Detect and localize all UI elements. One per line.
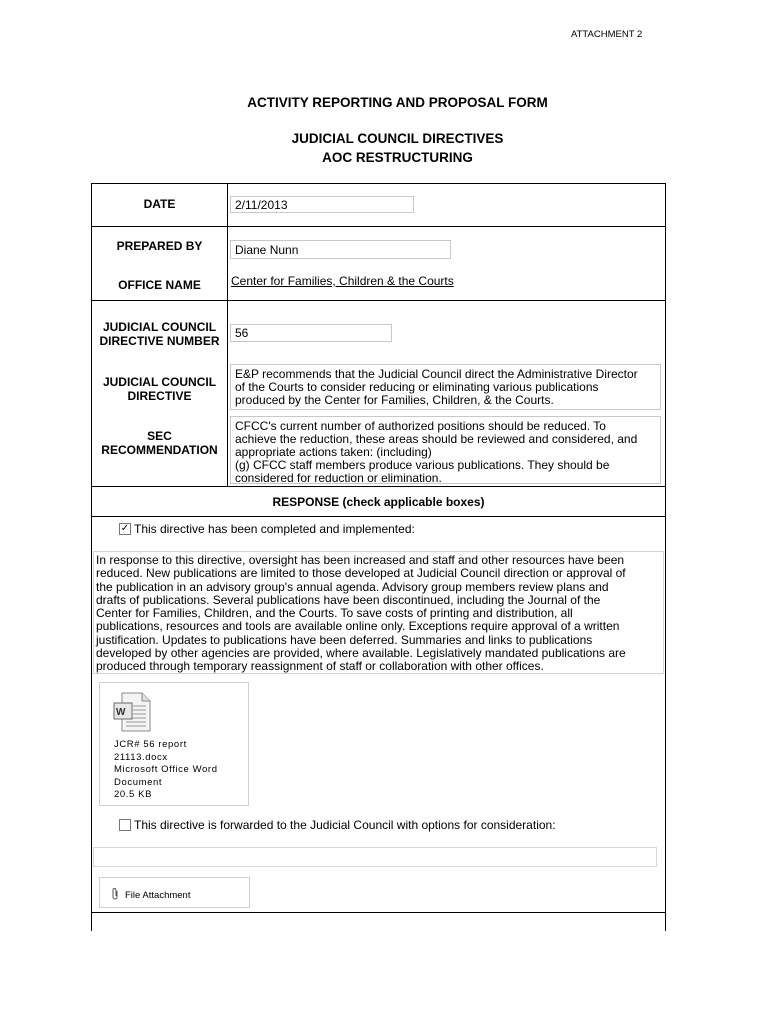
row-divider [91,516,666,517]
attachment-type-line: Microsoft Office Word [114,764,218,775]
word-document-icon [108,691,154,735]
attachment-size: 20.5 KB [114,789,153,800]
directive-label [92,375,227,403]
response-text-line: drafts of publications. Several publications have been discontinued, including the Journal of the [96,592,601,607]
row-divider [91,300,666,301]
office-name-field[interactable]: Center for Families, Children & the Courts [231,274,454,288]
forwarded-checkbox[interactable] [119,819,131,831]
row-divider [91,486,666,487]
directive-number-label [92,320,227,348]
forwarded-option-label: This directive is forwarded to the Judicial Council with options for consideration: [134,818,556,832]
response-text-line: developed by other agencies are provided, where available. Legislatively mandated publications are [96,646,626,661]
response-text-line: publications, resources and tools are available online only. Exceptions require approval of a written [96,619,620,634]
paperclip-icon [111,887,120,900]
prepared-by-label: PREPARED BY [116,239,203,253]
directive-number-field[interactable]: 56 [230,324,392,342]
directive-label-line1: JUDICIAL COUNCIL [102,375,217,389]
sec-text-line: appropriate actions taken: (including) [235,445,432,459]
directive-field[interactable] [230,364,661,410]
response-text-field[interactable] [93,551,664,674]
date-field[interactable]: 2/11/2013 [230,196,414,213]
attachment-details [114,739,218,802]
word-attachment[interactable] [99,682,249,806]
sec-recommendation-label [92,429,227,457]
response-text-line: produced through temporary reassignment of staff or collaboration with other offices. [96,659,544,674]
directive-number-label-line1: JUDICIAL COUNCIL [102,320,217,334]
subtitle-directives: JUDICIAL COUNCIL DIRECTIVES [291,131,504,146]
forwarded-text-field[interactable] [93,847,657,867]
sec-text-line: CFCC's current number of authorized positions should be reduced. To [235,419,606,433]
svg-text:W: W [116,707,126,718]
sec-text-line: considered for reduction or elimination. [235,471,442,485]
sec-label-line1: SEC [147,429,172,443]
completed-option-label: This directive has been completed and implemented: [134,522,415,536]
response-text-line: the publication in an advisory group's annual agenda. Advisory group members review plans and [96,579,609,594]
table-right-border [665,183,666,931]
sec-recommendation-field[interactable] [230,416,661,484]
attachment-name-line: 21113.docx [114,751,168,763]
response-text-line: reduced. New publications are limited to those developed at Judicial Council direction or approval of [96,566,626,581]
response-text-line: In response to this directive, oversight has been increased and staff and other resources have been [96,553,625,567]
subtitle-restructuring: AOC RESTRUCTURING [322,150,473,165]
prepared-by-field[interactable]: Diane Nunn [230,240,451,259]
label-column-divider [227,183,228,486]
sec-text-line: achieve the reduction, these areas should be reviewed and considered, and [235,432,638,446]
attachment-type-line: Document [114,776,163,788]
date-label: DATE [143,197,176,211]
sec-label-line2: RECOMMENDATION [101,443,218,457]
response-text-line: Center for Families, Children, and the Courts. To save costs of printing and distribution, all [96,606,573,621]
response-header: RESPONSE (check applicable boxes) [272,495,485,509]
directive-text-line: of the Courts to consider reducing or eliminating various publications [235,380,599,394]
sec-text-line: (g) CFCC staff members produce various publications. They should be [235,458,610,472]
row-divider [91,226,666,227]
attachment-name-line: JCR# 56 report [114,739,187,750]
office-name-label: OFFICE NAME [118,278,201,292]
table-left-border [91,183,92,931]
attachment-label: ATTACHMENT 2 [571,29,643,40]
directive-text-line: produced by the Center for Families, Children, & the Courts. [235,393,554,407]
table-top-border [91,183,666,184]
check-icon: ✓ [120,523,130,534]
directive-text-line: E&P recommends that the Judicial Council direct the Administrative Director [235,367,638,381]
completed-checkbox[interactable] [119,523,131,535]
directive-number-label-line2: DIRECTIVE NUMBER [99,334,220,348]
form-title: ACTIVITY REPORTING AND PROPOSAL FORM [247,95,548,110]
directive-label-line2: DIRECTIVE [127,389,192,403]
file-attachment-label: File Attachment [125,890,191,901]
response-text-line: justification. Updates to publications have been deferred. Summaries and links to publications [96,632,593,647]
file-attachment-box[interactable] [99,877,250,908]
row-divider [91,912,666,913]
